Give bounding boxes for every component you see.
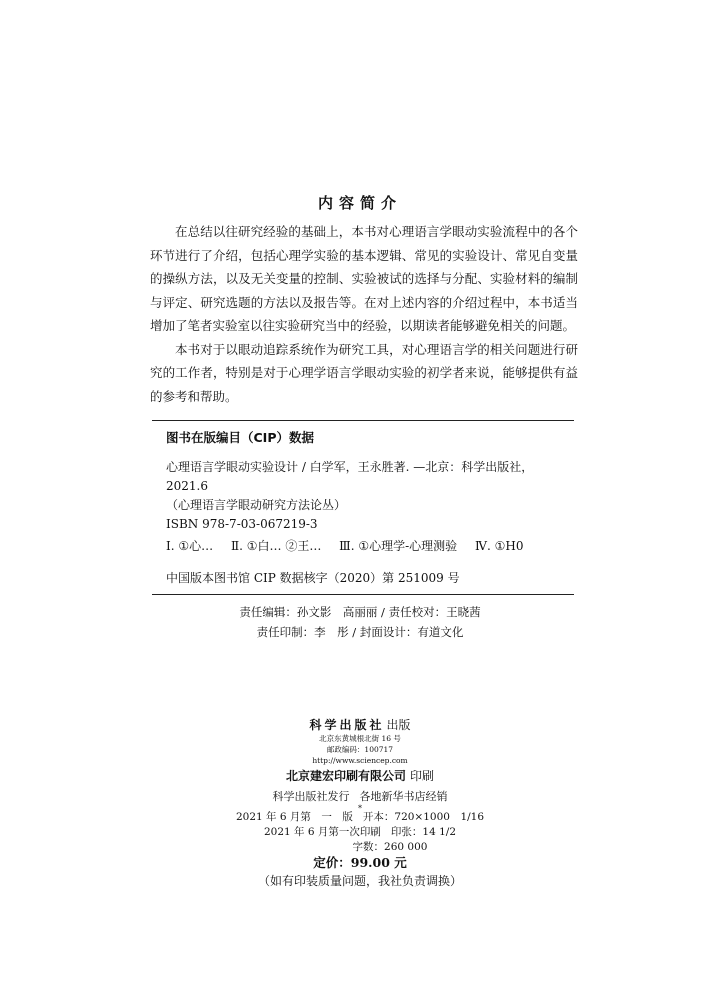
cip-line-title: 心理语言学眼动实验设计 / 白学军，王永胜著. —北京：科学出版社， — [166, 460, 534, 474]
word-count: 字数：260 000 — [352, 841, 428, 853]
staff-credits — [0, 602, 720, 642]
publisher-name: 科学出版社 — [309, 718, 385, 732]
staff-line-editors: 责任编辑：孙文影 高丽丽 / 责任校对：王晓茜 — [239, 605, 481, 619]
publisher-block — [0, 716, 720, 814]
cip-line-isbn: ISBN 978-7-03-067219-3 — [166, 517, 318, 531]
intro-paragraph-2: 本书对于以眼动追踪系统作为研究工具，对心理语言学的相关问题进行研究的工作者，特别是对于心理学语言学眼动实验的初学者来说，能够提供有益的参考和帮助。 — [150, 341, 578, 404]
publisher-suffix: 出版 — [386, 718, 411, 732]
intro-title: 内容简介 — [317, 194, 402, 212]
cip-verification: 中国版本图书馆 CIP 数据核字（2020）第 251009 号 — [166, 571, 460, 585]
distributor: 科学出版社发行 — [272, 790, 350, 803]
sellers: 各地新华书店经销 — [359, 790, 448, 803]
printer-suffix: 印刷 — [410, 769, 435, 783]
distribution-line — [0, 788, 720, 804]
cip-class-1: Ⅰ. ①心… — [166, 539, 214, 553]
edition-row-2 — [0, 825, 720, 840]
first-edition: 2021 年 6 月第 一 版 — [235, 811, 353, 823]
cip-class-4: Ⅳ. ①H0 — [475, 539, 524, 553]
cip-classification — [166, 537, 537, 554]
cip-record — [166, 458, 576, 534]
price: 定价：99.00 元 — [313, 855, 407, 870]
first-printing: 2021 年 6 月第一次印刷 — [263, 826, 381, 838]
staff-line-production: 责任印制：李 彤 / 封面设计：有道文化 — [256, 625, 464, 639]
book-format: 开本：720×1000 1/16 — [362, 811, 485, 823]
printer-line — [0, 767, 720, 784]
printer-name: 北京建宏印刷有限公司 — [285, 769, 406, 783]
intro-body — [150, 220, 578, 408]
cip-heading: 图书在版编目（CIP）数据 — [166, 430, 314, 445]
cip-class-2: Ⅱ. ①白… ②王… — [230, 539, 322, 553]
publisher-website: http://www.sciencep.com — [312, 756, 408, 765]
cip-line-series: （心理语言学眼动研究方法论丛） — [166, 498, 347, 512]
publisher-line — [0, 716, 720, 733]
intro-paragraph-1: 在总结以往研究经验的基础上，本书对心理语言学眼动实验流程中的各个环节进行了介绍，包括心理学实验的基本逻辑、常见的实验设计、常见自变量的操纵方法，以及无关变量的控制、实验被试的选择与分配、实验材料的编制与评定、研究选题的方法以及报告等。在对上述内容的介绍过程中，本书适当增加了笔者实验室以往实验研究当中的经验，以期读者能够避免相关的问题。 — [150, 224, 578, 333]
divider-top — [152, 420, 574, 421]
edition-row-1 — [0, 810, 720, 825]
publisher-address: 北京东黄城根北街 16 号 — [319, 734, 401, 743]
print-sheets: 印张：14 1/2 — [390, 826, 457, 838]
quality-note: （如有印装质量问题，我社负责调换） — [257, 874, 462, 888]
edition-info — [0, 810, 720, 855]
cip-line-date: 2021.6 — [166, 479, 208, 493]
publisher-postcode: 邮政编码：100717 — [326, 745, 394, 754]
cip-class-3: Ⅲ. ①心理学-心理测验 — [339, 539, 458, 553]
divider-bottom — [152, 594, 574, 595]
star-separator: * — [358, 804, 362, 813]
